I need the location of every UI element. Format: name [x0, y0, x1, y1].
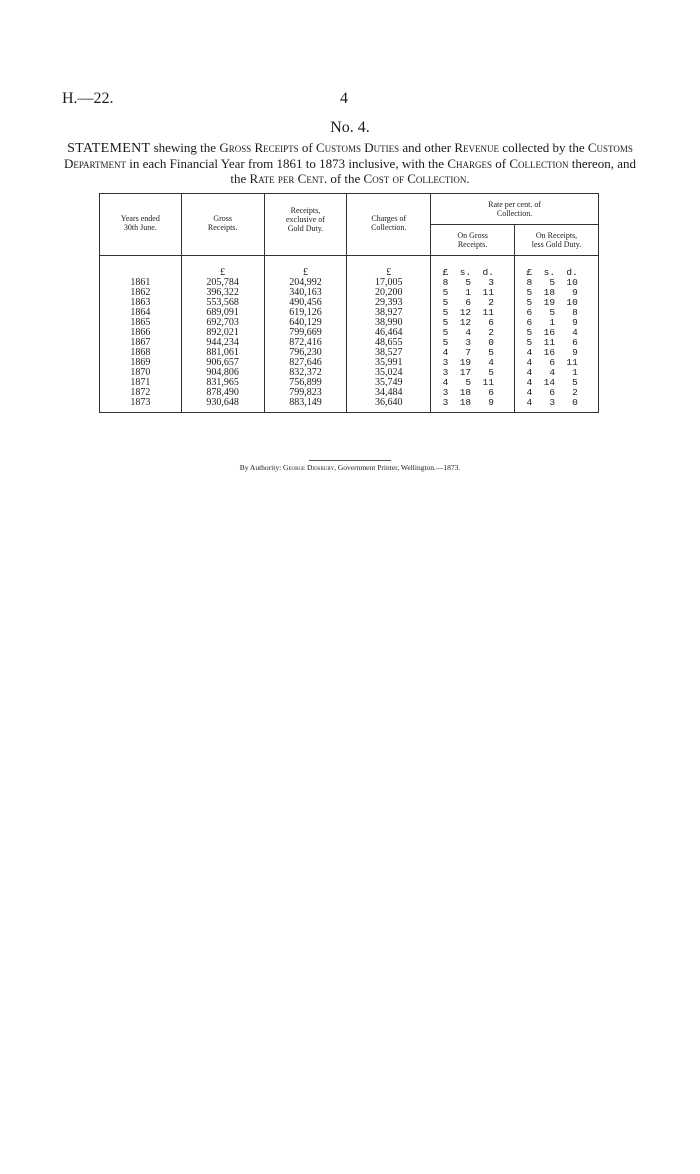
header-text: Gold Duty. [287, 224, 324, 233]
header-rate-per-cent [431, 194, 599, 225]
heading-part: Charges [447, 156, 493, 171]
cell-excl: 796,230 [264, 348, 347, 358]
header-text: Years ended [120, 214, 160, 223]
heading-part: Revenue [454, 140, 500, 155]
cell-gross: 689,091 [181, 308, 264, 318]
cell-rate-receipts: 5 16 4 [526, 327, 578, 338]
cell-rate-receipts: 4 6 11 [526, 357, 578, 368]
cell-gross: 396,322 [181, 288, 264, 298]
printer-name: George Didsbury [283, 463, 335, 472]
imprint-prefix: By Authority: [239, 463, 284, 472]
heading-part: Rate per Cent. [249, 171, 328, 186]
cell-excl: 204,992 [264, 278, 347, 288]
table-row [100, 318, 599, 328]
cell-gross: 881,061 [181, 348, 264, 358]
imprint-suffix: , Government Printer, Wellington.—1873. [334, 463, 461, 472]
table-row [100, 328, 599, 338]
heading-part: Collection [509, 156, 569, 171]
cell-gross: 205,784 [181, 278, 264, 288]
table-row [100, 338, 599, 348]
cell-rate-gross: 5 12 11 [442, 307, 494, 318]
cell-excl: 872,416 [264, 338, 347, 348]
table-row [100, 348, 599, 358]
cell-rate-gross: 5 1 11 [442, 287, 494, 298]
heading-part: STATEMENT [67, 141, 151, 156]
cell-excl: 827,646 [264, 358, 347, 368]
heading-part: Cost of Collection [363, 171, 467, 186]
cell-excl: 619,126 [264, 308, 347, 318]
cell-gross: 930,648 [181, 398, 264, 408]
table-row [100, 298, 599, 308]
table-row [100, 308, 599, 318]
cell-year: 1866 [100, 328, 182, 338]
cell-charges: 35,024 [347, 368, 431, 378]
header-gross-receipts [181, 194, 264, 256]
customs-statement-table [99, 193, 599, 413]
cell-excl: 340,163 [264, 288, 347, 298]
header-years [100, 194, 182, 256]
currency-label: £ s. d. [442, 267, 494, 278]
cell-rate-gross: 3 18 6 [442, 387, 494, 398]
header-text: Gross [213, 214, 232, 223]
cell-charges: 38,990 [347, 318, 431, 328]
header-on-gross [431, 225, 515, 256]
cell-rate-receipts: 4 14 5 [526, 377, 578, 388]
document-reference: H.—22. [62, 90, 114, 107]
cell-rate-gross: 3 17 5 [442, 367, 494, 378]
cell-rate-receipts: 5 11 6 [526, 337, 578, 348]
cell-year: 1862 [100, 288, 182, 298]
cell-rate-receipts: 6 5 8 [526, 307, 578, 318]
heading-part: of [492, 156, 510, 171]
cell-rate-receipts: 6 1 9 [526, 317, 578, 328]
cell-rate-gross: 5 4 2 [442, 327, 494, 338]
cell-rate-receipts: 8 5 10 [526, 277, 578, 288]
cell-year: 1867 [100, 338, 182, 348]
table-row [100, 378, 599, 388]
table-row [100, 358, 599, 368]
heading-part: collected by the [499, 140, 588, 155]
cell-excl: 490,456 [264, 298, 347, 308]
cell-gross: 906,657 [181, 358, 264, 368]
header-text: Receipts, [290, 206, 321, 215]
table-row [100, 288, 599, 298]
cell-gross: 553,568 [181, 298, 264, 308]
header-text: Rate per cent. of [488, 200, 541, 209]
header-receipts-excl-gold [264, 194, 347, 256]
cell-excl: 756,899 [264, 378, 347, 388]
table-row [100, 368, 599, 378]
cell-charges: 36,640 [347, 398, 431, 408]
cell-rate-gross: 5 12 6 [442, 317, 494, 328]
cell-gross: 831,965 [181, 378, 264, 388]
cell-charges: 34,484 [347, 388, 431, 398]
heading-part: and other [399, 140, 455, 155]
cell-year: 1861 [100, 278, 182, 288]
heading-part: . [466, 171, 470, 186]
table-row [100, 398, 599, 408]
cell-charges: 38,527 [347, 348, 431, 358]
printer-imprint [0, 463, 700, 472]
cell-gross: 904,806 [181, 368, 264, 378]
heading-part: thereon, and the [230, 156, 637, 186]
cell-rate-gross: 4 7 5 [442, 347, 494, 358]
cell-year: 1863 [100, 298, 182, 308]
cell-rate-gross: 4 5 11 [442, 377, 494, 388]
cell-year: 1865 [100, 318, 182, 328]
currency-label: £ s. d. [526, 267, 578, 278]
cell-charges: 35,749 [347, 378, 431, 388]
cell-year: 1869 [100, 358, 182, 368]
currency-label: £ [347, 266, 431, 278]
statement-heading [62, 140, 638, 186]
heading-part: Customs Duties [315, 140, 400, 155]
cell-rate-gross: 5 3 0 [442, 337, 494, 348]
cell-charges: 38,927 [347, 308, 431, 318]
cell-rate-receipts: 4 6 2 [526, 387, 578, 398]
cell-charges: 17,005 [347, 278, 431, 288]
header-text: exclusive of [286, 215, 325, 224]
cell-rate-receipts: 4 4 1 [526, 367, 578, 378]
cell-year: 1868 [100, 348, 182, 358]
cell-rate-receipts: 4 16 9 [526, 347, 578, 358]
cell-gross: 692,703 [181, 318, 264, 328]
header-text: Collection. [496, 209, 533, 218]
cell-year: 1864 [100, 308, 182, 318]
heading-part: in each Financial Year from 1861 to 1873 inclusive, with the [125, 156, 448, 171]
cell-charges: 29,393 [347, 298, 431, 308]
currency-label: £ [181, 266, 264, 278]
cell-rate-gross: 3 19 4 [442, 357, 494, 368]
cell-charges: 46,464 [347, 328, 431, 338]
cell-rate-gross: 3 18 9 [442, 397, 494, 408]
cell-rate-gross: 8 5 3 [442, 277, 494, 288]
header-text: Charges of [371, 214, 407, 223]
cell-gross: 878,490 [181, 388, 264, 398]
cell-year: 1870 [100, 368, 182, 378]
heading-part: Gross Receipts [219, 140, 299, 155]
cell-excl: 799,823 [264, 388, 347, 398]
cell-rate-gross: 5 6 2 [442, 297, 494, 308]
statement-number: No. 4. [330, 119, 370, 136]
cell-gross: 892,021 [181, 328, 264, 338]
heading-part: shewing the [150, 140, 220, 155]
header-text: 30th June. [123, 223, 157, 232]
cell-excl: 832,372 [264, 368, 347, 378]
cell-charges: 48,655 [347, 338, 431, 348]
cell-gross: 944,234 [181, 338, 264, 348]
header-text: Collection. [371, 223, 407, 232]
heading-part: of the [327, 171, 364, 186]
table-row [100, 278, 599, 288]
table-row [100, 388, 599, 398]
cell-excl: 883,149 [264, 398, 347, 408]
header-text: Receipts. [457, 240, 488, 249]
header-text: Receipts. [207, 223, 238, 232]
header-text: On Gross [457, 231, 488, 240]
cell-excl: 640,129 [264, 318, 347, 328]
divider [309, 460, 391, 461]
cell-rate-receipts: 5 19 10 [526, 297, 578, 308]
cell-year: 1872 [100, 388, 182, 398]
header-text: less Gold Duty. [531, 240, 582, 249]
cell-charges: 20,200 [347, 288, 431, 298]
header-text: On Receipts, [535, 231, 578, 240]
heading-part: of [298, 140, 316, 155]
header-charges [347, 194, 431, 256]
cell-year: 1873 [100, 398, 182, 408]
heading-part: Customs Department [63, 140, 633, 171]
header-on-receipts [515, 225, 599, 256]
cell-charges: 35,991 [347, 358, 431, 368]
cell-rate-receipts: 4 3 0 [526, 397, 578, 408]
currency-label: £ [264, 266, 347, 278]
cell-rate-receipts: 5 18 9 [526, 287, 578, 298]
cell-excl: 799,669 [264, 328, 347, 338]
page-number: 4 [340, 90, 348, 107]
cell-year: 1871 [100, 378, 182, 388]
